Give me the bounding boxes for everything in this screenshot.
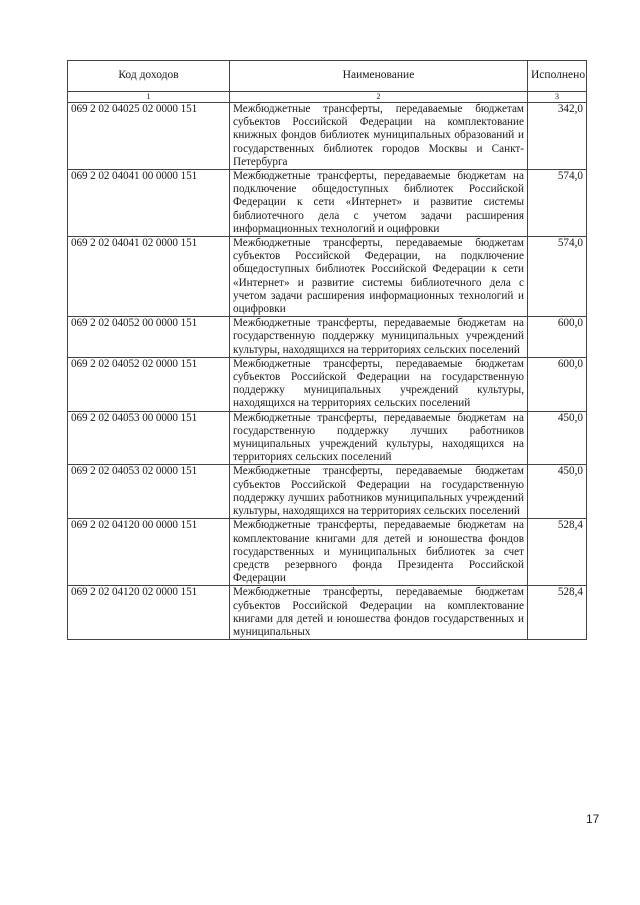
column-number-3: 3	[528, 92, 587, 103]
revenue-code: 069 2 02 04041 00 0000 151	[68, 170, 230, 237]
executed-value: 528,4	[528, 586, 587, 640]
revenue-name: Межбюджетные трансферты, передаваемые бюджетам субъектов Российской Федерации на комплектование книгами для детей и юношества фондов государственных и муниципальных	[230, 586, 528, 640]
revenue-code: 069 2 02 04053 02 0000 151	[68, 465, 230, 519]
table-row	[68, 586, 587, 640]
table-row	[68, 170, 587, 237]
table-row	[68, 411, 587, 465]
revenue-name: Межбюджетные трансферты, передаваемые бюджетам на государственную поддержку лучших работников муниципальных учреждений культуры, находящихся на территориях сельских поселений	[230, 411, 528, 465]
revenue-name: Межбюджетные трансферты, передаваемые бюджетам субъектов Российской Федерации на государственную поддержку лучших работников муниципальных учреждений культуры, находящихся на территориях сельских поселений	[230, 465, 528, 519]
executed-value: 342,0	[528, 103, 587, 170]
revenue-name: Межбюджетные трансферты, передаваемые бюджетам на подключение общедоступных библиотек Российской Федерации к сети «Интернет» и развитие системы библиотечного дела с учетом задачи расширения информационных технологий и оцифровки	[230, 170, 528, 237]
table-row	[68, 465, 587, 519]
table-row	[68, 317, 587, 358]
executed-value: 450,0	[528, 465, 587, 519]
executed-value: 574,0	[528, 170, 587, 237]
page-number: 17	[586, 812, 600, 826]
revenue-name: Межбюджетные трансферты, передаваемые бюджетам субъектов Российской Федерации на комплектование книжных фондов библиотек муниципальных образований и государственных библиотек городов Москвы и Санкт-Петербурга	[230, 103, 528, 170]
table-row	[68, 519, 587, 586]
header-code: Код доходов	[68, 61, 230, 92]
column-number-2: 2	[230, 92, 528, 103]
revenue-name: Межбюджетные трансферты, передаваемые бюджетам на комплектование книгами для детей и юношества фондов государственных и муниципальных библиотек за счет средств резервного фонда Президента Российской Федерации	[230, 519, 528, 586]
revenue-code: 069 2 02 04025 02 0000 151	[68, 103, 230, 170]
revenue-code: 069 2 02 04053 00 0000 151	[68, 411, 230, 465]
executed-value: 600,0	[528, 357, 587, 411]
executed-value: 528,4	[528, 519, 587, 586]
revenue-code: 069 2 02 04052 02 0000 151	[68, 357, 230, 411]
revenue-code: 069 2 02 04052 00 0000 151	[68, 317, 230, 358]
table-row	[68, 357, 587, 411]
revenue-code: 069 2 02 04120 02 0000 151	[68, 586, 230, 640]
header-name: Наименование	[230, 61, 528, 92]
header-executed: Исполнено	[528, 61, 587, 92]
column-number-1: 1	[68, 92, 230, 103]
column-number-row	[68, 92, 587, 103]
executed-value: 574,0	[528, 237, 587, 317]
revenue-name: Межбюджетные трансферты, передаваемые бюджетам на государственную поддержку муниципальных учреждений культуры, находящихся на территориях сельских поселений	[230, 317, 528, 358]
table-row	[68, 237, 587, 317]
revenue-code: 069 2 02 04120 00 0000 151	[68, 519, 230, 586]
revenue-name: Межбюджетные трансферты, передаваемые бюджетам субъектов Российской Федерации на государственную поддержку муниципальных учреждений культуры, находящихся на территориях сельских поселений	[230, 357, 528, 411]
revenue-table	[67, 60, 587, 640]
revenue-name: Межбюджетные трансферты, передаваемые бюджетам субъектов Российской Федерации, на подключение общедоступных библиотек Российской Федерации к сети «Интернет» и развитие системы библиотечного дела с учетом задачи расширения информационных технологий и оцифровки	[230, 237, 528, 317]
header-row	[68, 61, 587, 92]
revenue-code: 069 2 02 04041 02 0000 151	[68, 237, 230, 317]
table-row	[68, 103, 587, 170]
executed-value: 600,0	[528, 317, 587, 358]
executed-value: 450,0	[528, 411, 587, 465]
